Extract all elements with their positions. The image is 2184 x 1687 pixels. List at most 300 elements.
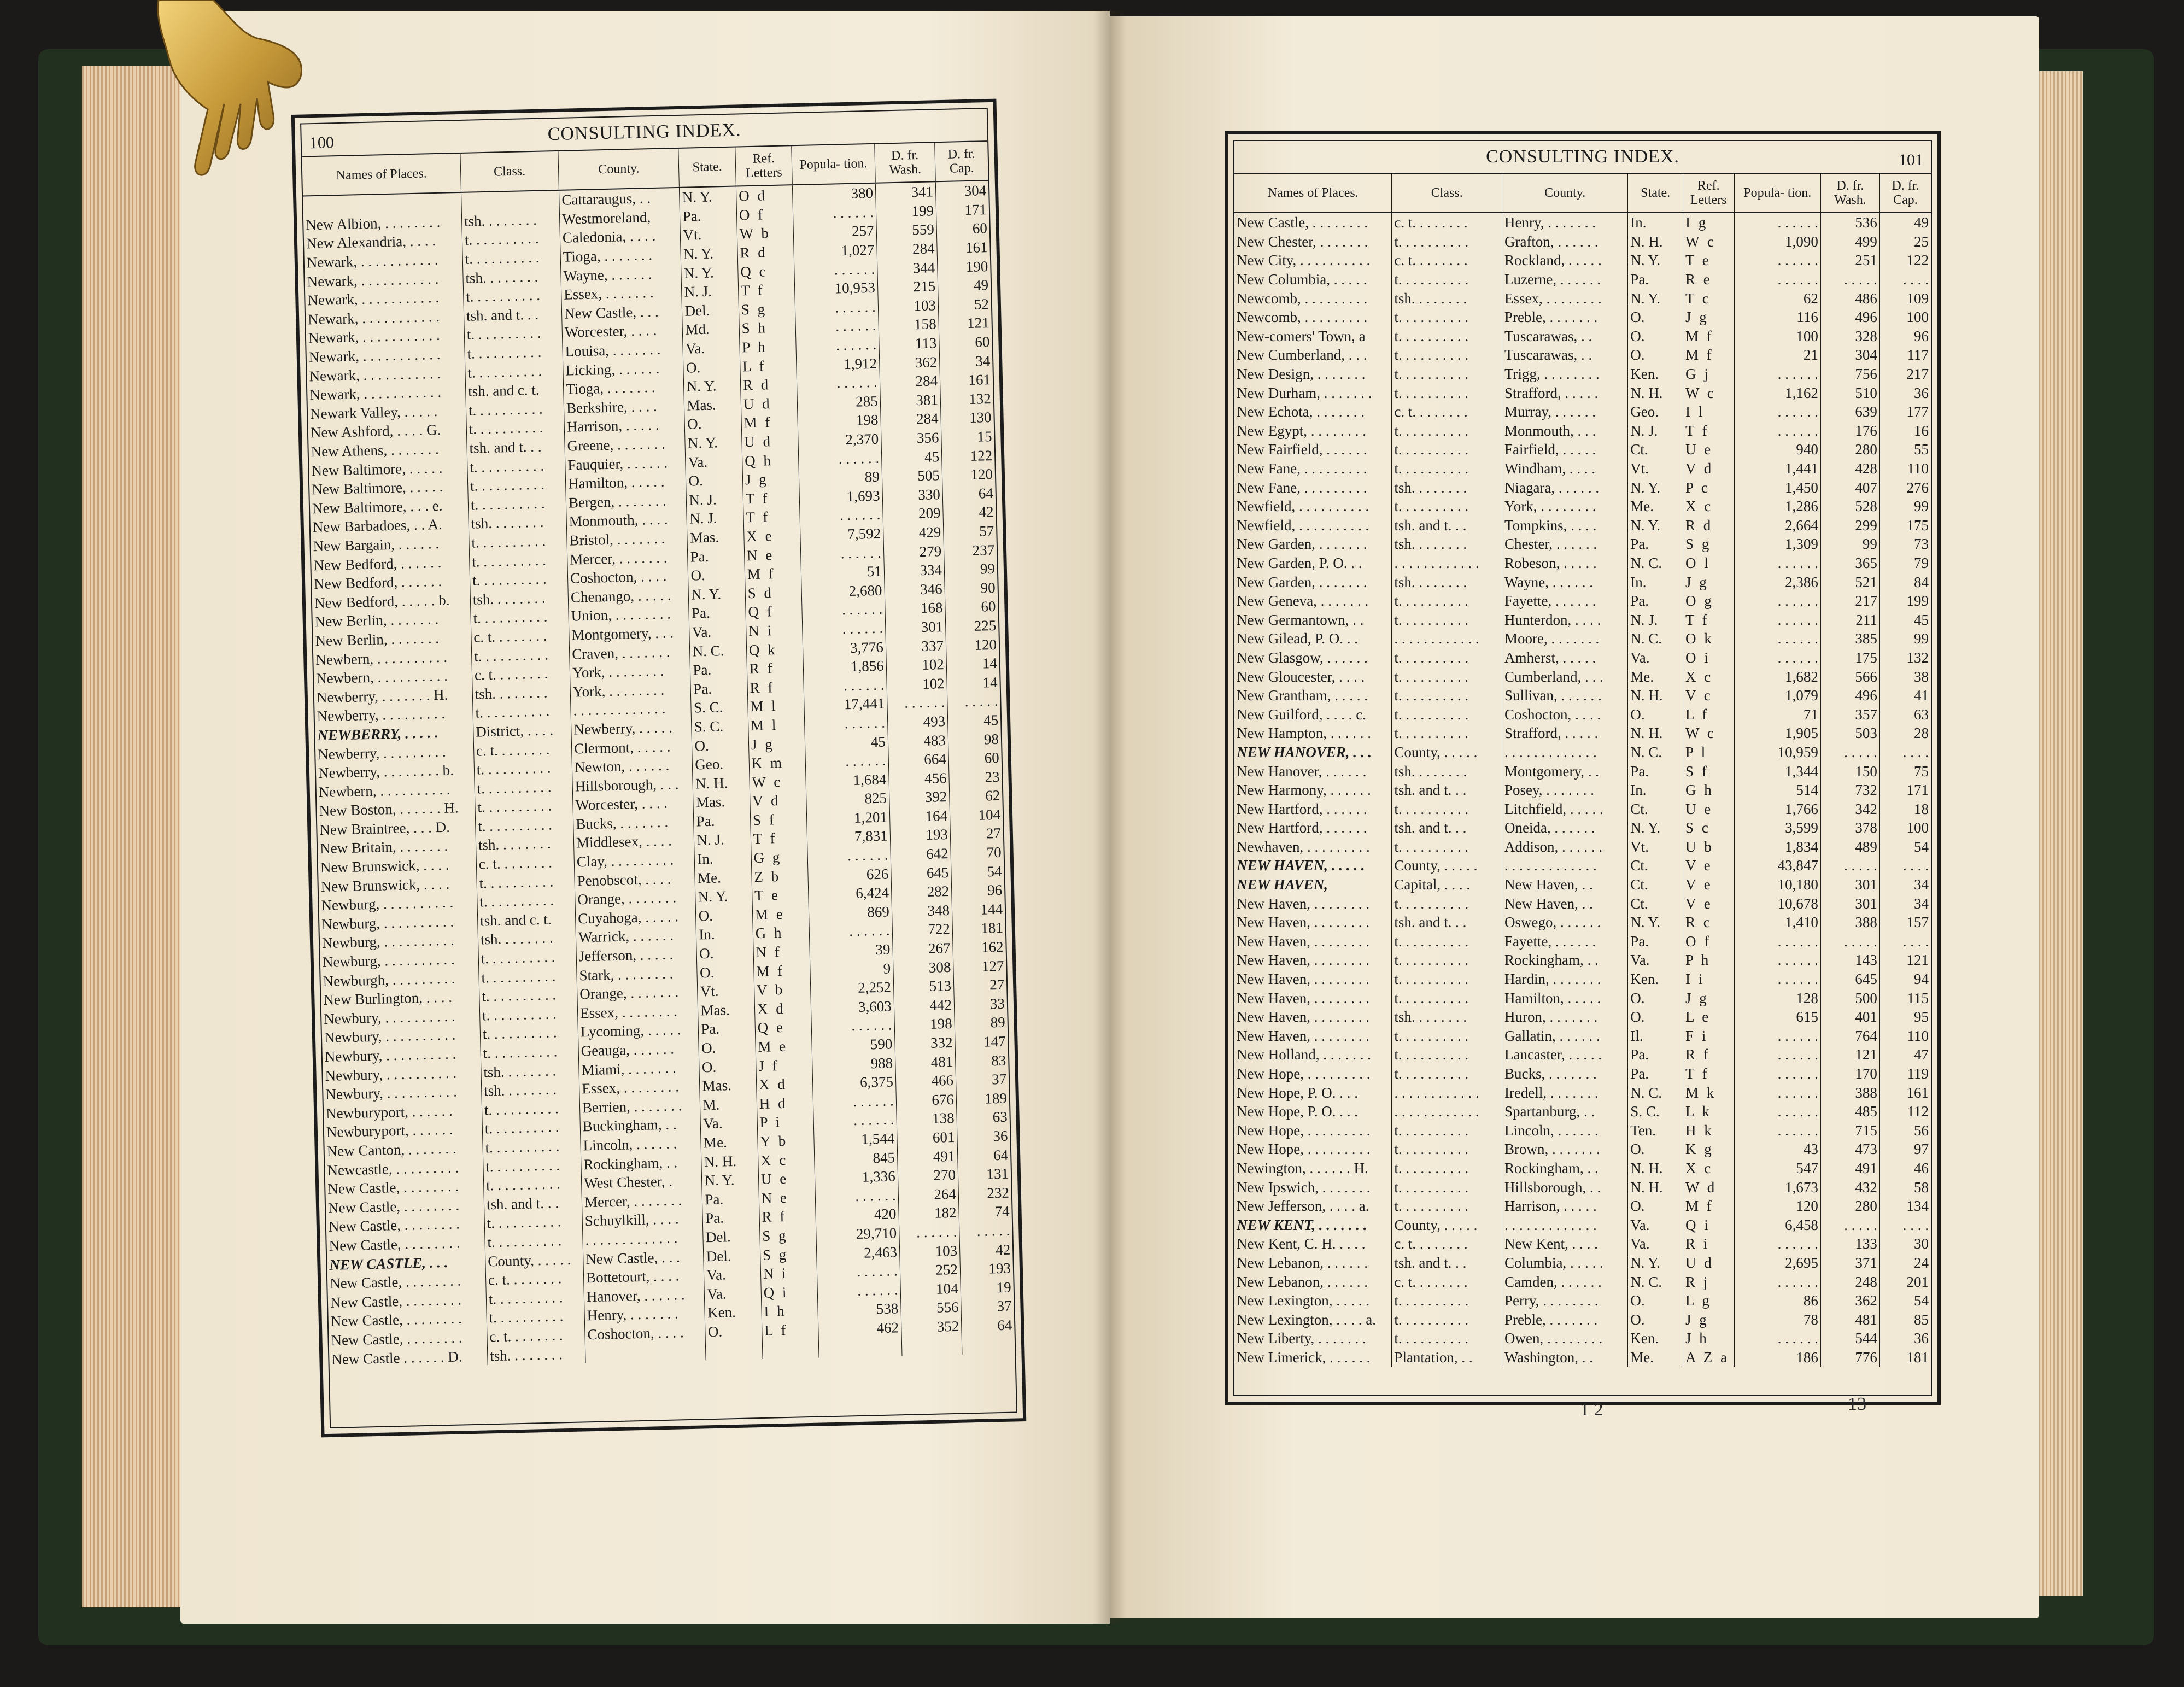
table-cell: t. . . . . . . . . .	[1392, 1197, 1502, 1216]
table-cell: 71	[1734, 705, 1820, 724]
table-cell: tsh. and t. . .	[1392, 913, 1502, 932]
right-index-table	[1234, 174, 1931, 1367]
table-cell: 144	[980, 900, 1003, 918]
table-cell: 177	[1906, 403, 1929, 420]
table-cell: t. . . . . . . . . .	[1392, 1159, 1502, 1178]
table-row	[1234, 724, 1931, 743]
table-cell: 199	[876, 201, 936, 221]
table-cell: Union, . . . . . . . .	[569, 604, 689, 626]
table-cell: . . . . .	[1820, 856, 1879, 875]
table-cell: 267	[892, 939, 953, 959]
table-row	[1234, 667, 1931, 686]
table-cell: 1,309	[1734, 535, 1820, 554]
table-cell: Rockingham, . .	[581, 1152, 702, 1174]
table-cell: U e	[1683, 440, 1735, 459]
table-row	[1234, 837, 1931, 857]
table-cell: . . . . . .	[887, 693, 947, 713]
table-cell: Newburgh, . . . . . . . . .	[320, 968, 479, 991]
table-cell: K m	[749, 753, 806, 773]
table-cell: . . . . . .	[1734, 1234, 1820, 1253]
table-cell: Newburg, . . . . . . . . . .	[320, 930, 478, 953]
column-header: County.	[1502, 174, 1627, 213]
table-cell: 43,847	[1734, 856, 1820, 875]
table-cell: J h	[1683, 1329, 1735, 1348]
table-cell: 337	[886, 636, 946, 656]
table-cell: New Hartford, . . . . . .	[1234, 818, 1392, 837]
table-cell: 181	[980, 919, 1004, 937]
table-cell: . . . . . .	[1734, 554, 1820, 573]
table-cell: 98	[983, 730, 999, 748]
table-cell: 380	[793, 183, 876, 204]
table-cell: tsh. . . . . . . .	[478, 928, 576, 950]
table-cell: County, . . . . .	[1392, 856, 1502, 875]
table-cell: New Gloucester, . . . .	[1234, 667, 1392, 686]
table-cell: . . . . . .	[1734, 1329, 1820, 1348]
table-cell: 215	[877, 277, 938, 297]
table-cell: Mas.	[687, 527, 744, 547]
table-cell: Berkshire, . . . .	[564, 396, 684, 418]
table-cell: 164	[889, 806, 950, 827]
table-cell: M e	[752, 904, 809, 924]
table-cell: Pa.	[690, 659, 747, 680]
table-cell: 514	[1734, 781, 1820, 800]
table-cell: 1,693	[799, 486, 882, 507]
table-cell: Chester, . . . . . .	[1502, 535, 1627, 554]
table-cell: . . . . . .	[1734, 1045, 1820, 1064]
table-row	[1234, 232, 1931, 251]
table-cell: 39	[810, 940, 893, 960]
table-cell: O.	[696, 943, 753, 963]
table-cell: 639	[1820, 402, 1879, 421]
table-cell: . . . . . .	[802, 600, 885, 620]
table-cell: t. . . . . . . . . .	[468, 493, 566, 514]
table-cell: New Hope, P. O. . . .	[1234, 1083, 1392, 1102]
table-cell: S. C.	[692, 716, 748, 736]
table-cell: . . . . . .	[817, 1261, 900, 1282]
table-cell: 732	[1820, 781, 1879, 800]
table-cell: t. . . . . . . . . .	[1392, 932, 1502, 951]
table-cell: J g	[1683, 308, 1735, 327]
table-cell: New Bedford, . . . . . .	[312, 571, 470, 594]
table-cell: Me.	[1628, 667, 1683, 686]
table-cell: Newcomb, . . . . . . . . .	[1234, 308, 1392, 327]
table-cell: O.	[1628, 1197, 1683, 1216]
table-row	[1234, 894, 1931, 913]
table-cell: York, . . . . . . . .	[570, 660, 690, 682]
table-cell: 489	[1820, 837, 1879, 857]
table-cell: 121	[1820, 1045, 1879, 1064]
table-row	[1234, 1178, 1931, 1197]
table-cell: 664	[888, 749, 949, 770]
table-cell: N. C.	[690, 641, 747, 661]
table-cell: New Kent, . . . .	[1502, 1234, 1627, 1253]
table-cell: 1,090	[1734, 232, 1820, 251]
table-cell: New Albion, . . . . . . . .	[303, 212, 462, 235]
table-row	[1234, 1310, 1931, 1329]
table-cell: U e	[1683, 799, 1735, 818]
table-cell: Va.	[686, 452, 742, 472]
table-cell: Louisa, . . . . . . .	[563, 339, 683, 361]
table-row	[1234, 686, 1931, 705]
table-row	[1234, 1215, 1931, 1234]
table-cell: Capital, . . . .	[1392, 875, 1502, 894]
table-cell: Bucks, . . . . . . .	[1502, 1064, 1627, 1083]
table-cell: M f	[1683, 345, 1735, 365]
table-cell: Newburyport, . . . . . .	[324, 1100, 482, 1123]
table-cell: 33	[989, 995, 1005, 1012]
table-cell: County, . . . . .	[1392, 1215, 1502, 1234]
table-cell: Grafton, . . . . . .	[1502, 232, 1627, 251]
table-cell: New Castle, . . .	[583, 1247, 704, 1269]
table-row	[1234, 1234, 1931, 1253]
table-cell: Murray, . . . . . .	[1502, 402, 1627, 421]
table-cell: t. . . . . . . . . .	[1392, 988, 1502, 1007]
table-cell: S g	[759, 1225, 816, 1245]
table-cell: 626	[808, 864, 891, 885]
table-cell: t. . . . . . . . . .	[1392, 894, 1502, 913]
table-row	[1234, 743, 1931, 762]
table-cell: New Garden, . . . . . . .	[1234, 572, 1392, 591]
table-cell: O f	[736, 204, 793, 225]
table-cell: In.	[1628, 572, 1683, 591]
table-cell: 285	[797, 391, 880, 412]
table-cell: Newbern, . . . . . . . . . .	[316, 779, 475, 801]
table-cell: . . . . . .	[1734, 402, 1820, 421]
table-cell: T f	[743, 488, 800, 508]
table-cell: 121	[967, 314, 990, 332]
table-cell: Niagara, . . . . . .	[1502, 478, 1627, 497]
table-cell: Coshocton, . . . .	[585, 1322, 706, 1344]
table-cell: New Holland, . . . . . . .	[1234, 1045, 1392, 1064]
table-cell: Va.	[704, 1264, 761, 1285]
table-cell: New Castle, . . . . . . . .	[326, 1214, 484, 1237]
table-cell: . . . . . .	[1734, 951, 1820, 970]
table-cell: 342	[1820, 799, 1879, 818]
table-cell: O.	[1628, 327, 1683, 346]
table-cell: W c	[1683, 383, 1735, 402]
table-cell: A Z a	[1683, 1348, 1735, 1367]
table-cell: t. . . . . . . . . .	[482, 1098, 580, 1120]
table-cell: Newark, . . . . . . . . . . .	[305, 268, 463, 291]
table-cell: N i	[746, 620, 803, 641]
table-cell: 217	[1820, 591, 1879, 611]
table-cell: New Castle, . . . . . . . .	[328, 1308, 487, 1331]
table-cell: 429	[883, 523, 944, 543]
table-cell: 988	[812, 1053, 895, 1074]
table-cell: R e	[1683, 270, 1735, 289]
table-cell: N. Y.	[688, 584, 745, 604]
table-cell: Mercer, . . . . . . .	[567, 547, 688, 569]
table-cell: Harrison, . . . . .	[1502, 1197, 1627, 1216]
table-cell: 869	[809, 902, 892, 923]
table-cell: New Lebanon, . . . . . .	[1234, 1272, 1392, 1291]
table-cell: N. Y.	[685, 432, 742, 453]
table-cell: Newhaven, . . . . . . . . .	[1234, 837, 1392, 857]
table-row	[1234, 327, 1931, 346]
table-cell: . . . . . .	[1734, 1027, 1820, 1046]
table-cell: Geo.	[692, 754, 749, 774]
table-cell: 371	[1820, 1253, 1879, 1273]
table-cell: New Castle, . . .	[561, 301, 682, 323]
table-cell: Lincoln, . . . . . .	[1502, 1121, 1627, 1140]
table-cell: Me.	[1628, 1348, 1683, 1367]
table-cell: V d	[1683, 459, 1735, 478]
table-cell: 130	[969, 409, 992, 426]
table-cell: 122	[1906, 252, 1929, 269]
table-cell: Newburg, . . . . . . . . . .	[319, 911, 478, 934]
table-cell: 182	[898, 1203, 959, 1223]
table-row	[1234, 762, 1931, 781]
table-cell: New Fairfield, . . . . . .	[1234, 440, 1392, 459]
table-cell: Mas.	[684, 395, 741, 415]
table-cell: New Fane, . . . . . . . . .	[1234, 478, 1392, 497]
table-cell: 428	[1820, 459, 1879, 478]
table-cell: 356	[881, 428, 941, 448]
table-cell: 279	[883, 541, 944, 561]
table-cell: 56	[1914, 1122, 1929, 1139]
table-cell: O d	[736, 185, 793, 206]
table-cell: W c	[1683, 232, 1735, 251]
table-cell: M f	[745, 564, 801, 584]
table-cell: U b	[1683, 837, 1735, 857]
table-cell: Cuyahoga, . . . . .	[575, 906, 696, 928]
table-cell: New Hope, . . . . . . . . .	[1234, 1064, 1392, 1083]
table-cell: 189	[985, 1089, 1008, 1107]
table-cell: tsh. . . . . . . .	[1392, 572, 1502, 591]
table-cell: Schuylkill, . . . .	[582, 1209, 703, 1231]
table-cell: . . . . . . . . . . . . .	[583, 1228, 704, 1250]
table-cell: 27	[986, 825, 1002, 842]
table-cell: County, . . . . .	[1392, 743, 1502, 762]
table-cell: W d	[1683, 1178, 1735, 1197]
table-cell: N. Y.	[1628, 1253, 1683, 1273]
table-cell: 96	[987, 882, 1003, 899]
table-cell: . . . .	[1902, 933, 1929, 950]
table-cell: tsh. and c. t.	[465, 380, 564, 401]
table-cell: . . . . . .	[1734, 270, 1820, 289]
footer-number: 13	[1848, 1394, 1866, 1414]
table-cell: 103	[899, 1241, 960, 1261]
table-cell: 334	[884, 560, 945, 581]
table-cell: J f	[756, 1055, 812, 1075]
table-cell: N. J.	[687, 508, 743, 528]
table-cell: New Barbadoes, . . A.	[310, 514, 469, 537]
table-cell: Monmouth, . . .	[1502, 421, 1627, 441]
table-cell: 34	[1914, 895, 1929, 912]
table-cell: Orange, . . . . . . .	[575, 888, 696, 910]
table-cell: . . . . . . . . . . . . .	[1502, 1215, 1627, 1234]
table-cell: Vt.	[680, 225, 737, 245]
table-cell: Bottetourt, . . . .	[583, 1266, 704, 1287]
table-row	[1234, 591, 1931, 611]
table-cell: 2,370	[798, 429, 881, 450]
table-cell: Mas.	[698, 1000, 755, 1020]
table-cell: New Columbia, . . . . .	[1234, 270, 1392, 289]
column-header: D. fr. Cap.	[935, 142, 988, 181]
table-cell: 119	[1907, 1065, 1929, 1082]
table-cell: 170	[1820, 1064, 1879, 1083]
table-cell: 7,592	[800, 524, 883, 544]
table-cell: Tioga, . . . . . . .	[560, 245, 681, 267]
table-cell: 676	[896, 1089, 957, 1110]
table-cell: Newberry, . . . . .	[571, 717, 692, 739]
left-page-index-frame	[291, 99, 1027, 1438]
table-cell: Del.	[704, 1245, 760, 1266]
table-row	[1234, 251, 1931, 270]
table-cell: 301	[1820, 894, 1879, 913]
table-cell: Perry, . . . . . . . .	[1502, 1291, 1627, 1310]
table-cell: t. . . . . . . . . .	[1392, 459, 1502, 478]
table-cell: 46	[1914, 1159, 1929, 1176]
table-cell: 352	[901, 1316, 962, 1337]
table-cell: Clermont, . . . . .	[571, 736, 692, 758]
table-cell: 1,834	[1734, 837, 1820, 857]
table-cell: 64	[993, 1146, 1009, 1163]
table-cell: 62	[985, 787, 1000, 804]
table-cell: New Lexington, . . . . a.	[1234, 1310, 1392, 1329]
table-cell: N. J.	[686, 489, 743, 509]
table-cell: 284	[876, 239, 937, 259]
table-cell: Brown, . . . . . . .	[1502, 1140, 1627, 1159]
table-cell: N. H.	[1628, 232, 1683, 251]
table-row	[1234, 705, 1931, 724]
table-cell: I h	[762, 1301, 818, 1321]
table-cell: 257	[793, 221, 876, 242]
table-cell: New Brunswick, . . . .	[318, 874, 477, 896]
table-cell: 83	[991, 1052, 1006, 1069]
table-cell: 34	[1914, 876, 1929, 893]
table-cell: tsh. . . . . . . .	[1392, 1007, 1502, 1027]
table-cell: 64	[978, 484, 994, 502]
table-cell: Newbury, . . . . . . . . . .	[321, 1006, 480, 1028]
table-cell: New Jefferson, . . . . a.	[1234, 1197, 1392, 1216]
table-cell: 131	[986, 1165, 1009, 1182]
table-cell: Md.	[682, 319, 739, 339]
table-cell: U d	[741, 394, 798, 414]
table-cell: Tompkins, . . . .	[1502, 516, 1627, 535]
table-cell: New Lexington, . . . . .	[1234, 1291, 1392, 1310]
table-row	[1234, 875, 1931, 894]
table-cell: 276	[1906, 479, 1929, 496]
table-row	[1234, 1291, 1931, 1310]
table-cell: 301	[885, 617, 946, 637]
table-cell: X c	[1683, 1159, 1735, 1178]
table-cell: N. H.	[1628, 686, 1683, 705]
table-cell	[901, 1335, 962, 1356]
table-cell: 1,344	[1734, 762, 1820, 781]
table-cell: 89	[990, 1014, 1006, 1031]
table-cell: 209	[882, 503, 943, 524]
table-cell: O.	[699, 1038, 756, 1058]
table-cell: Va.	[683, 338, 740, 358]
table-cell: 2,680	[801, 581, 885, 601]
table-cell: Lincoln, . . . . . .	[581, 1133, 701, 1155]
table-cell: 590	[812, 1034, 895, 1055]
column-header: Class.	[460, 151, 559, 192]
column-header: Ref. Letters	[1683, 174, 1735, 213]
table-cell: t. . . . . . . . . .	[480, 1023, 578, 1044]
table-cell: 24	[1914, 1254, 1929, 1271]
table-cell: 45	[805, 732, 888, 753]
table-cell: tsh. and t. . .	[467, 436, 565, 458]
table-row	[1234, 1027, 1931, 1046]
table-cell: New Athens, . . . . . . .	[308, 439, 467, 461]
table-cell: R d	[737, 242, 794, 262]
table-cell: 99	[1820, 535, 1879, 554]
table-cell: t. . . . . . . . . .	[475, 777, 573, 798]
table-cell: Vt.	[698, 981, 754, 1001]
table-cell: Fairfield, . . . . .	[1502, 440, 1627, 459]
table-cell: Iredell, . . . . . . .	[1502, 1083, 1627, 1102]
table-cell: 86	[1734, 1291, 1820, 1310]
table-cell: 193	[890, 825, 951, 845]
table-cell: H d	[757, 1093, 813, 1113]
table-cell: New Castle, . . . . . . . .	[326, 1195, 484, 1217]
table-cell: New Guilford, . . . . c.	[1234, 705, 1392, 724]
table-cell: 401	[1820, 1007, 1879, 1027]
table-cell: Hunterdon, . . . .	[1502, 610, 1627, 629]
table-cell: 528	[1820, 497, 1879, 516]
table-cell: New Baltimore, . . . e.	[310, 495, 469, 518]
table-cell: Del.	[682, 300, 739, 320]
left-index-table	[302, 142, 1015, 1369]
table-row	[1234, 610, 1931, 629]
table-cell: . . . . .	[964, 693, 998, 710]
table-cell: 134	[1906, 1198, 1929, 1215]
table-cell: York, . . . . . . . .	[1502, 497, 1627, 516]
table-cell: V d	[750, 790, 806, 811]
table-cell: 54	[987, 863, 1002, 880]
table-cell: 60	[984, 749, 1000, 766]
table-cell: c. t. . . . . . . .	[476, 852, 575, 874]
table-cell: 491	[1820, 1159, 1879, 1178]
table-cell: 1,766	[1734, 799, 1820, 818]
table-row	[1234, 1083, 1931, 1102]
table-cell: 132	[968, 390, 992, 407]
table-cell: Berrien, . . . . . . .	[579, 1096, 700, 1117]
table-cell: L f	[762, 1320, 818, 1340]
table-cell: Pa.	[1628, 591, 1683, 611]
table-cell: X d	[756, 1074, 813, 1094]
table-cell: Newark, . . . . . . . . . . .	[306, 306, 464, 329]
table-cell: Oneida, . . . . . .	[1502, 818, 1627, 837]
table-cell: 193	[988, 1260, 1011, 1277]
table-cell: 23	[985, 768, 1000, 786]
table-cell: New Grantham, . . . . .	[1234, 686, 1392, 705]
table-cell: O.	[699, 1056, 756, 1076]
table-cell: tsh. and t. . .	[1392, 818, 1502, 837]
table-row	[1234, 629, 1931, 648]
table-cell: Newberry, . . . . . . . . .	[314, 704, 473, 726]
table-cell: t. . . . . . . . . .	[462, 248, 561, 269]
table-cell: 37	[997, 1297, 1012, 1315]
table-cell: Strafford, . . . . .	[1502, 383, 1627, 402]
table-cell: Wayne, . . . . . .	[1502, 572, 1627, 591]
table-cell: 181	[1906, 1349, 1929, 1366]
table-cell: Ct.	[1628, 894, 1683, 913]
table-cell: 104	[978, 806, 1001, 823]
table-cell: 176	[1820, 421, 1879, 441]
table-cell: Chenango, . . . . .	[568, 585, 689, 607]
table-cell: tsh. . . . . . . .	[481, 1061, 579, 1082]
table-cell: Newbern, . . . . . . . . . .	[314, 666, 472, 688]
table-cell: New Haven, . . . . . . . .	[1234, 951, 1392, 970]
table-cell: 365	[1820, 554, 1879, 573]
table-cell: Hillsborough, . . .	[572, 774, 693, 796]
table-cell: t. . . . . . . . . .	[478, 947, 577, 968]
table-cell: T f	[738, 280, 795, 300]
table-cell: 544	[1820, 1329, 1879, 1348]
